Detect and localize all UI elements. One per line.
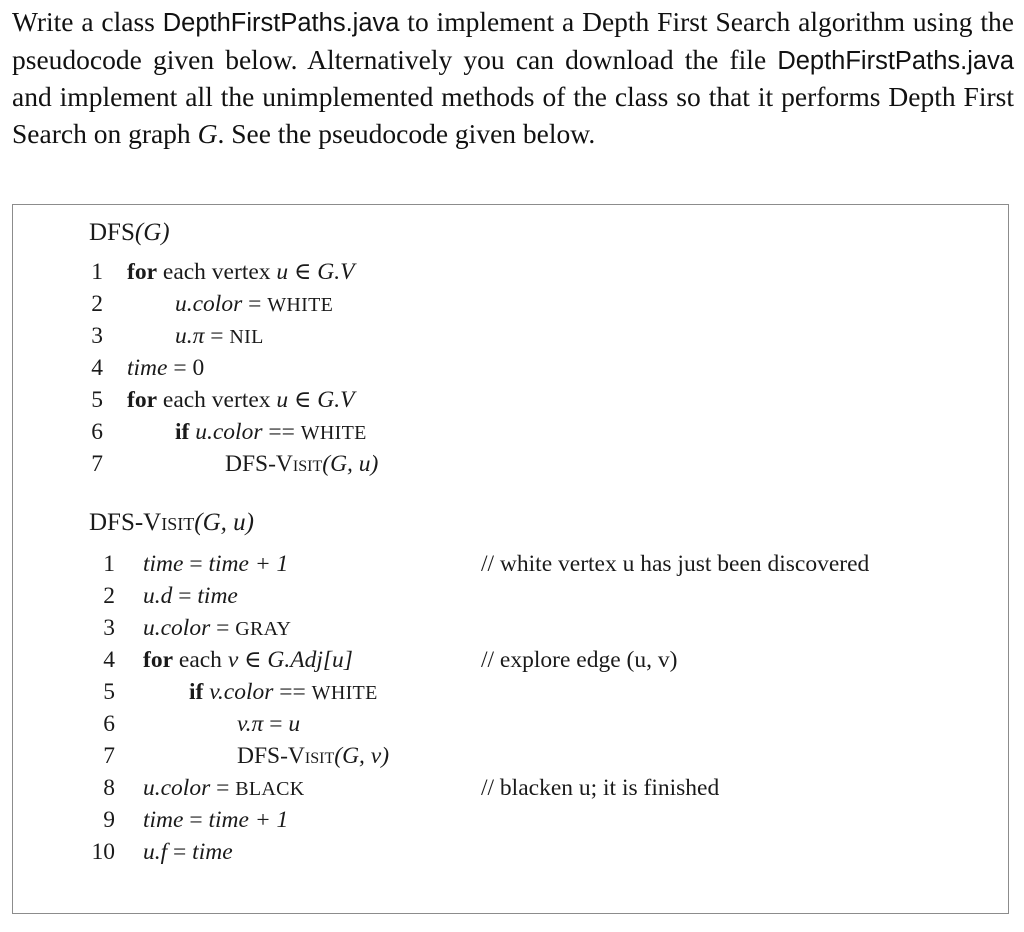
code-const: WHITE — [311, 682, 378, 704]
line-number: 4 — [103, 647, 115, 673]
visit-code-6 — [237, 709, 300, 739]
dfs-code-5 — [127, 385, 355, 415]
code-text: each vertex — [157, 387, 277, 413]
code-var: u — [276, 259, 289, 285]
visit-code-1 — [143, 549, 288, 579]
code-comment: // blacken u; it is finished — [481, 775, 720, 801]
code-comment: // explore edge (u, v) — [481, 647, 678, 673]
keyword-for: for — [127, 387, 158, 413]
code-op: = — [167, 839, 193, 865]
code-text: each — [173, 647, 228, 673]
problem-statement — [12, 4, 1014, 152]
intro-text-4: . See the pseudocode given below. — [217, 117, 596, 149]
code-text: each vertex — [157, 259, 277, 285]
code-var: v.color — [203, 679, 274, 705]
code-var: u.π — [175, 323, 205, 349]
visit-code-2 — [143, 581, 238, 611]
code-const: 0 — [192, 355, 205, 381]
code-const: WHITE — [267, 294, 334, 316]
pseudocode-box — [12, 204, 1009, 914]
dfs-code-7 — [225, 449, 378, 479]
line-number: 3 — [91, 323, 103, 349]
dfs-code-3 — [175, 321, 264, 352]
dfs-title-args: (G) — [134, 219, 170, 246]
visit-code-4 — [143, 645, 353, 675]
line-number: 6 — [103, 711, 115, 737]
code-expr: time — [197, 583, 238, 609]
code-call: DFS-Visit — [237, 743, 335, 769]
code-op: = — [210, 775, 236, 801]
code-expr: time — [192, 839, 233, 865]
line-number: 8 — [103, 775, 115, 801]
code-call: DFS-Visit — [225, 451, 323, 477]
code-var: u.color — [143, 775, 211, 801]
code-op: = — [242, 291, 268, 317]
line-number: 9 — [103, 807, 115, 833]
keyword-if: if — [175, 419, 190, 445]
visit-code-5 — [189, 677, 378, 708]
code-tail: ∈ G.V — [288, 259, 355, 285]
keyword-if: if — [189, 679, 204, 705]
code-var: u.color — [143, 615, 211, 641]
dfs-title-name: DFS — [89, 219, 135, 246]
code-op: == — [273, 679, 312, 705]
code-args: (G, v) — [334, 743, 390, 769]
dfs-title — [89, 219, 170, 247]
dfs-visit-title-args: (G, u) — [194, 509, 254, 536]
code-var: time — [143, 551, 184, 577]
line-number: 10 — [91, 839, 115, 865]
intro-text-2: to implement a Depth First Search algorithm using the pseudocode given below. Alternatively you can download the file — [12, 6, 1014, 75]
dfs-code-2 — [175, 289, 333, 320]
code-tail: ∈ G.V — [288, 387, 355, 413]
line-number: 6 — [91, 419, 103, 445]
code-var: u.color — [175, 291, 243, 317]
code-var: u.color — [189, 419, 263, 445]
line-number: 1 — [103, 551, 115, 577]
code-var: v ∈ G.Adj[u] — [227, 647, 353, 673]
code-op: = — [183, 551, 209, 577]
line-number: 7 — [103, 743, 115, 769]
code-op: = — [167, 355, 193, 381]
code-args: (G, u) — [322, 451, 379, 477]
code-const: WHITE — [300, 422, 367, 444]
dfs-visit-title — [89, 509, 254, 537]
code-const: BLACK — [235, 778, 305, 800]
code-op: = — [263, 711, 289, 737]
line-number: 1 — [91, 259, 103, 285]
code-var: u — [276, 387, 289, 413]
dfs-code-6 — [175, 417, 367, 448]
code-var: v.π — [237, 711, 264, 737]
line-number: 2 — [103, 583, 115, 609]
code-const: GRAY — [235, 618, 292, 640]
line-number: 4 — [91, 355, 103, 381]
intro-text-1: Write a class — [12, 6, 163, 37]
class-filename: DepthFirstPaths.java — [162, 9, 400, 37]
line-number: 5 — [103, 679, 115, 705]
code-var: time — [143, 807, 184, 833]
code-const: NIL — [229, 326, 264, 348]
visit-code-7 — [237, 741, 389, 771]
visit-code-9 — [143, 805, 288, 835]
intro-text-3: and implement all the unimplemented methods of the class so that it performs Depth First Search on graph — [12, 81, 1014, 149]
code-op: == — [262, 419, 301, 445]
code-var: time — [127, 355, 168, 381]
code-expr: u — [288, 711, 301, 737]
graph-variable: G — [197, 117, 218, 149]
code-op: = — [172, 583, 198, 609]
visit-code-8 — [143, 773, 305, 804]
code-var: u.f — [143, 839, 168, 865]
code-op: = — [210, 615, 236, 641]
code-expr: time + 1 — [208, 807, 289, 833]
dfs-code-1 — [127, 257, 355, 287]
keyword-for: for — [143, 647, 174, 673]
line-number: 7 — [91, 451, 103, 477]
code-comment: // white vertex u has just been discovered — [481, 551, 870, 577]
code-op: = — [183, 807, 209, 833]
code-var: u.d — [143, 583, 173, 609]
keyword-for: for — [127, 259, 158, 285]
line-number: 5 — [91, 387, 103, 413]
visit-code-3 — [143, 613, 291, 644]
code-op: = — [204, 323, 230, 349]
dfs-code-4 — [127, 353, 204, 383]
dfs-visit-title-name: DFS-Visit — [89, 509, 195, 536]
line-number: 3 — [103, 615, 115, 641]
line-number: 2 — [91, 291, 103, 317]
code-expr: time + 1 — [208, 551, 289, 577]
class-filename-download: DepthFirstPaths.java — [777, 46, 1014, 75]
visit-code-10 — [143, 837, 233, 867]
